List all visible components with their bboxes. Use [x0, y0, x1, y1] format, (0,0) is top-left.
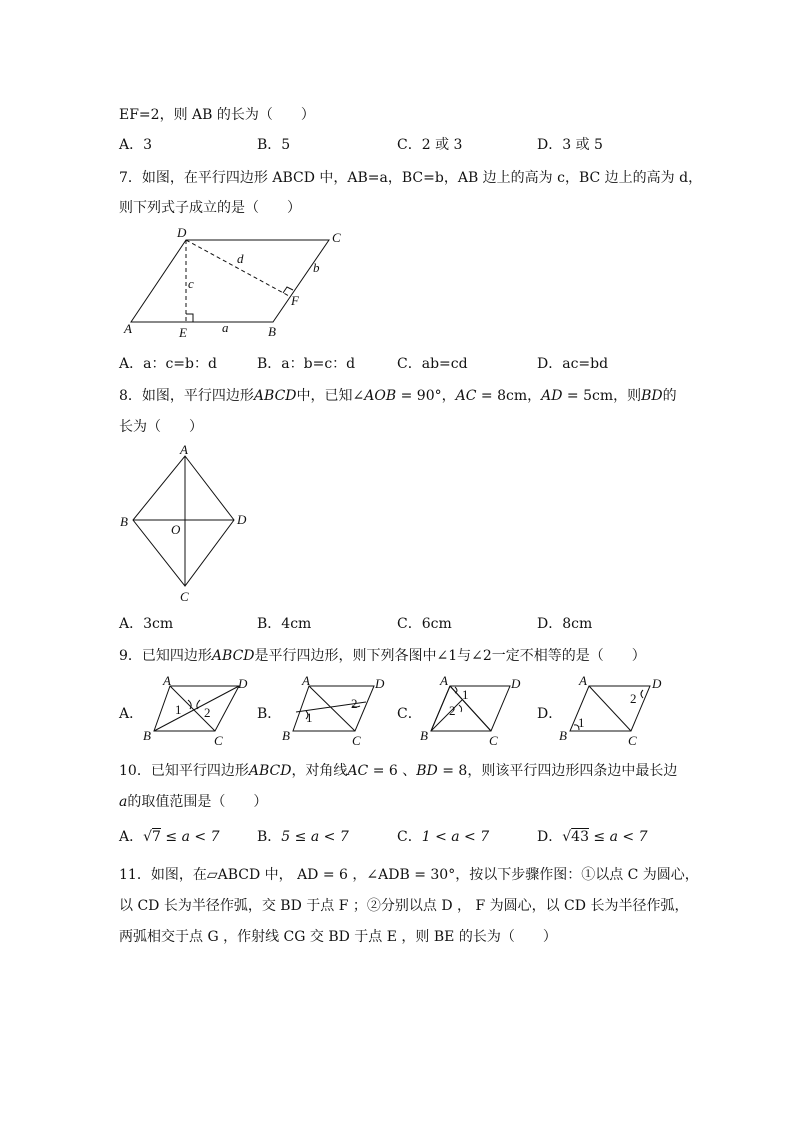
- q7-label-c-vertex: C: [332, 230, 341, 245]
- q7-option-b[interactable]: B．a：b=c：d: [257, 356, 356, 372]
- q10-stem-line1: 10．已知平行四边形ABCD，对角线AC = 6 、BD = 8，则该平行四边形四条边中最长边: [119, 763, 678, 779]
- q7-label-f: F: [291, 293, 299, 308]
- q9c-angle-1: 1: [462, 687, 469, 702]
- q8-label-a: A: [180, 442, 188, 457]
- q8-option-a[interactable]: A．3cm: [119, 616, 174, 632]
- q6-stem: EF=2，则 AB 的长为（ ）: [119, 107, 315, 123]
- q7-option-d[interactable]: D．ac=bd: [537, 356, 609, 372]
- q6-option-d[interactable]: D．3 或 5: [537, 137, 603, 153]
- q9d-label-a: A: [579, 673, 587, 688]
- q9b-label-a: A: [302, 673, 310, 688]
- q7-option-c[interactable]: C．ab=cd: [397, 356, 468, 372]
- q7-stem-line1: 7．如图，在平行四边形 ABCD 中，AB=a，BC=b，AB 边上的高为 c，BC 边上的高为 d，: [119, 170, 703, 186]
- q9-option-c[interactable]: C．: [397, 706, 422, 722]
- q11-stem-line1: 11．如图，在▱ABCD 中， AD = 6 ，∠ADB = 30°，按以下步骤作图：①以点 C 为圆心，: [119, 867, 699, 883]
- q9d-label-b: B: [559, 728, 567, 743]
- q9b-angle-1: 1: [306, 710, 313, 725]
- q9-stem: 9．已知四边形ABCD是平行四边形，则下列各图中∠1与∠2一定不相等的是（ ）: [119, 648, 646, 664]
- q6-option-b[interactable]: B．5: [257, 137, 291, 153]
- q7-label-height-c: c: [188, 276, 194, 291]
- q10-stem-line2: a的取值范围是（ ）: [119, 794, 268, 810]
- q9-option-d[interactable]: D．: [537, 706, 563, 722]
- q9c-label-a: A: [440, 673, 448, 688]
- q10-option-c[interactable]: C．1 < a < 7: [397, 829, 490, 845]
- q9c-label-b: B: [420, 728, 428, 743]
- q6-option-a[interactable]: A．3: [119, 137, 153, 153]
- q10-option-a[interactable]: A．√7 ≤ a < 7: [119, 829, 220, 845]
- q8-option-d[interactable]: D．8cm: [537, 616, 593, 632]
- q9b-label-c: C: [352, 733, 361, 748]
- q8-option-b[interactable]: B．4cm: [257, 616, 312, 632]
- q9a-label-c: C: [214, 733, 223, 748]
- q8-stem-line2: 长为（ ）: [119, 419, 203, 435]
- q10-option-d[interactable]: D．√43 ≤ a < 7: [537, 829, 648, 845]
- q9b-angle-2: 2: [351, 696, 358, 711]
- q7-option-a[interactable]: A．a：c=b：d: [119, 356, 217, 372]
- q9b-label-b: B: [282, 728, 290, 743]
- q7-label-e: E: [179, 325, 187, 340]
- q7-label-b-vertex: B: [268, 324, 276, 339]
- q8-label-o: O: [171, 522, 181, 537]
- q9c-label-d: D: [511, 676, 521, 691]
- q8-label-b: B: [120, 514, 128, 529]
- q11-stem-line3: 两弧相交于点 G ，作射线 CG 交 BD 于点 E ，则 BE 的长为（ ）: [119, 929, 557, 945]
- sqrt-icon: √: [562, 829, 572, 845]
- q9-figure-a: [154, 686, 239, 731]
- q9a-label-d: D: [238, 676, 248, 691]
- q9-option-a[interactable]: A．: [119, 706, 144, 722]
- q8-label-d: D: [237, 512, 247, 527]
- q9c-label-c: C: [489, 733, 498, 748]
- q7-label-a-vertex: A: [124, 321, 132, 336]
- q9a-angle-2: 2: [204, 705, 211, 720]
- q9b-label-d: D: [375, 676, 385, 691]
- q9a-label-a: A: [163, 673, 171, 688]
- q8-label-c: C: [180, 589, 189, 604]
- q9a-angle-1: 1: [175, 702, 182, 717]
- q9a-label-b: B: [143, 728, 151, 743]
- q9d-label-c: C: [628, 733, 637, 748]
- q8-option-c[interactable]: C．6cm: [397, 616, 452, 632]
- q7-label-side-b: b: [313, 260, 320, 275]
- q7-stem-line2: 则下列式子成立的是（ ）: [119, 200, 301, 216]
- q7-label-height-d: d: [237, 251, 244, 266]
- q9d-angle-1: 1: [578, 715, 585, 730]
- q9d-angle-2: 2: [630, 691, 637, 706]
- q7-label-d-vertex: D: [177, 225, 187, 240]
- q7-label-side-a: a: [222, 320, 229, 335]
- q8-stem-line1: 8．如图，平行四边形ABCD中，已知∠AOB = 90°，AC = 8cm，AD = 5cm，则BD的: [119, 388, 677, 404]
- q9-figure-c: [431, 686, 510, 731]
- q11-stem-line2: 以 CD 长为半径作弧，交 BD 于点 F ；②分别以点 D ， F 为圆心，以 CD 长为半径作弧，: [119, 898, 689, 914]
- q10-option-b[interactable]: B．5 ≤ a < 7: [257, 829, 349, 845]
- q9d-label-d: D: [652, 676, 662, 691]
- q9c-angle-2: 2: [449, 703, 456, 718]
- q9-option-b[interactable]: B．: [257, 706, 282, 722]
- sqrt-icon: √: [143, 829, 153, 845]
- q6-option-c[interactable]: C．2 或 3: [397, 137, 463, 153]
